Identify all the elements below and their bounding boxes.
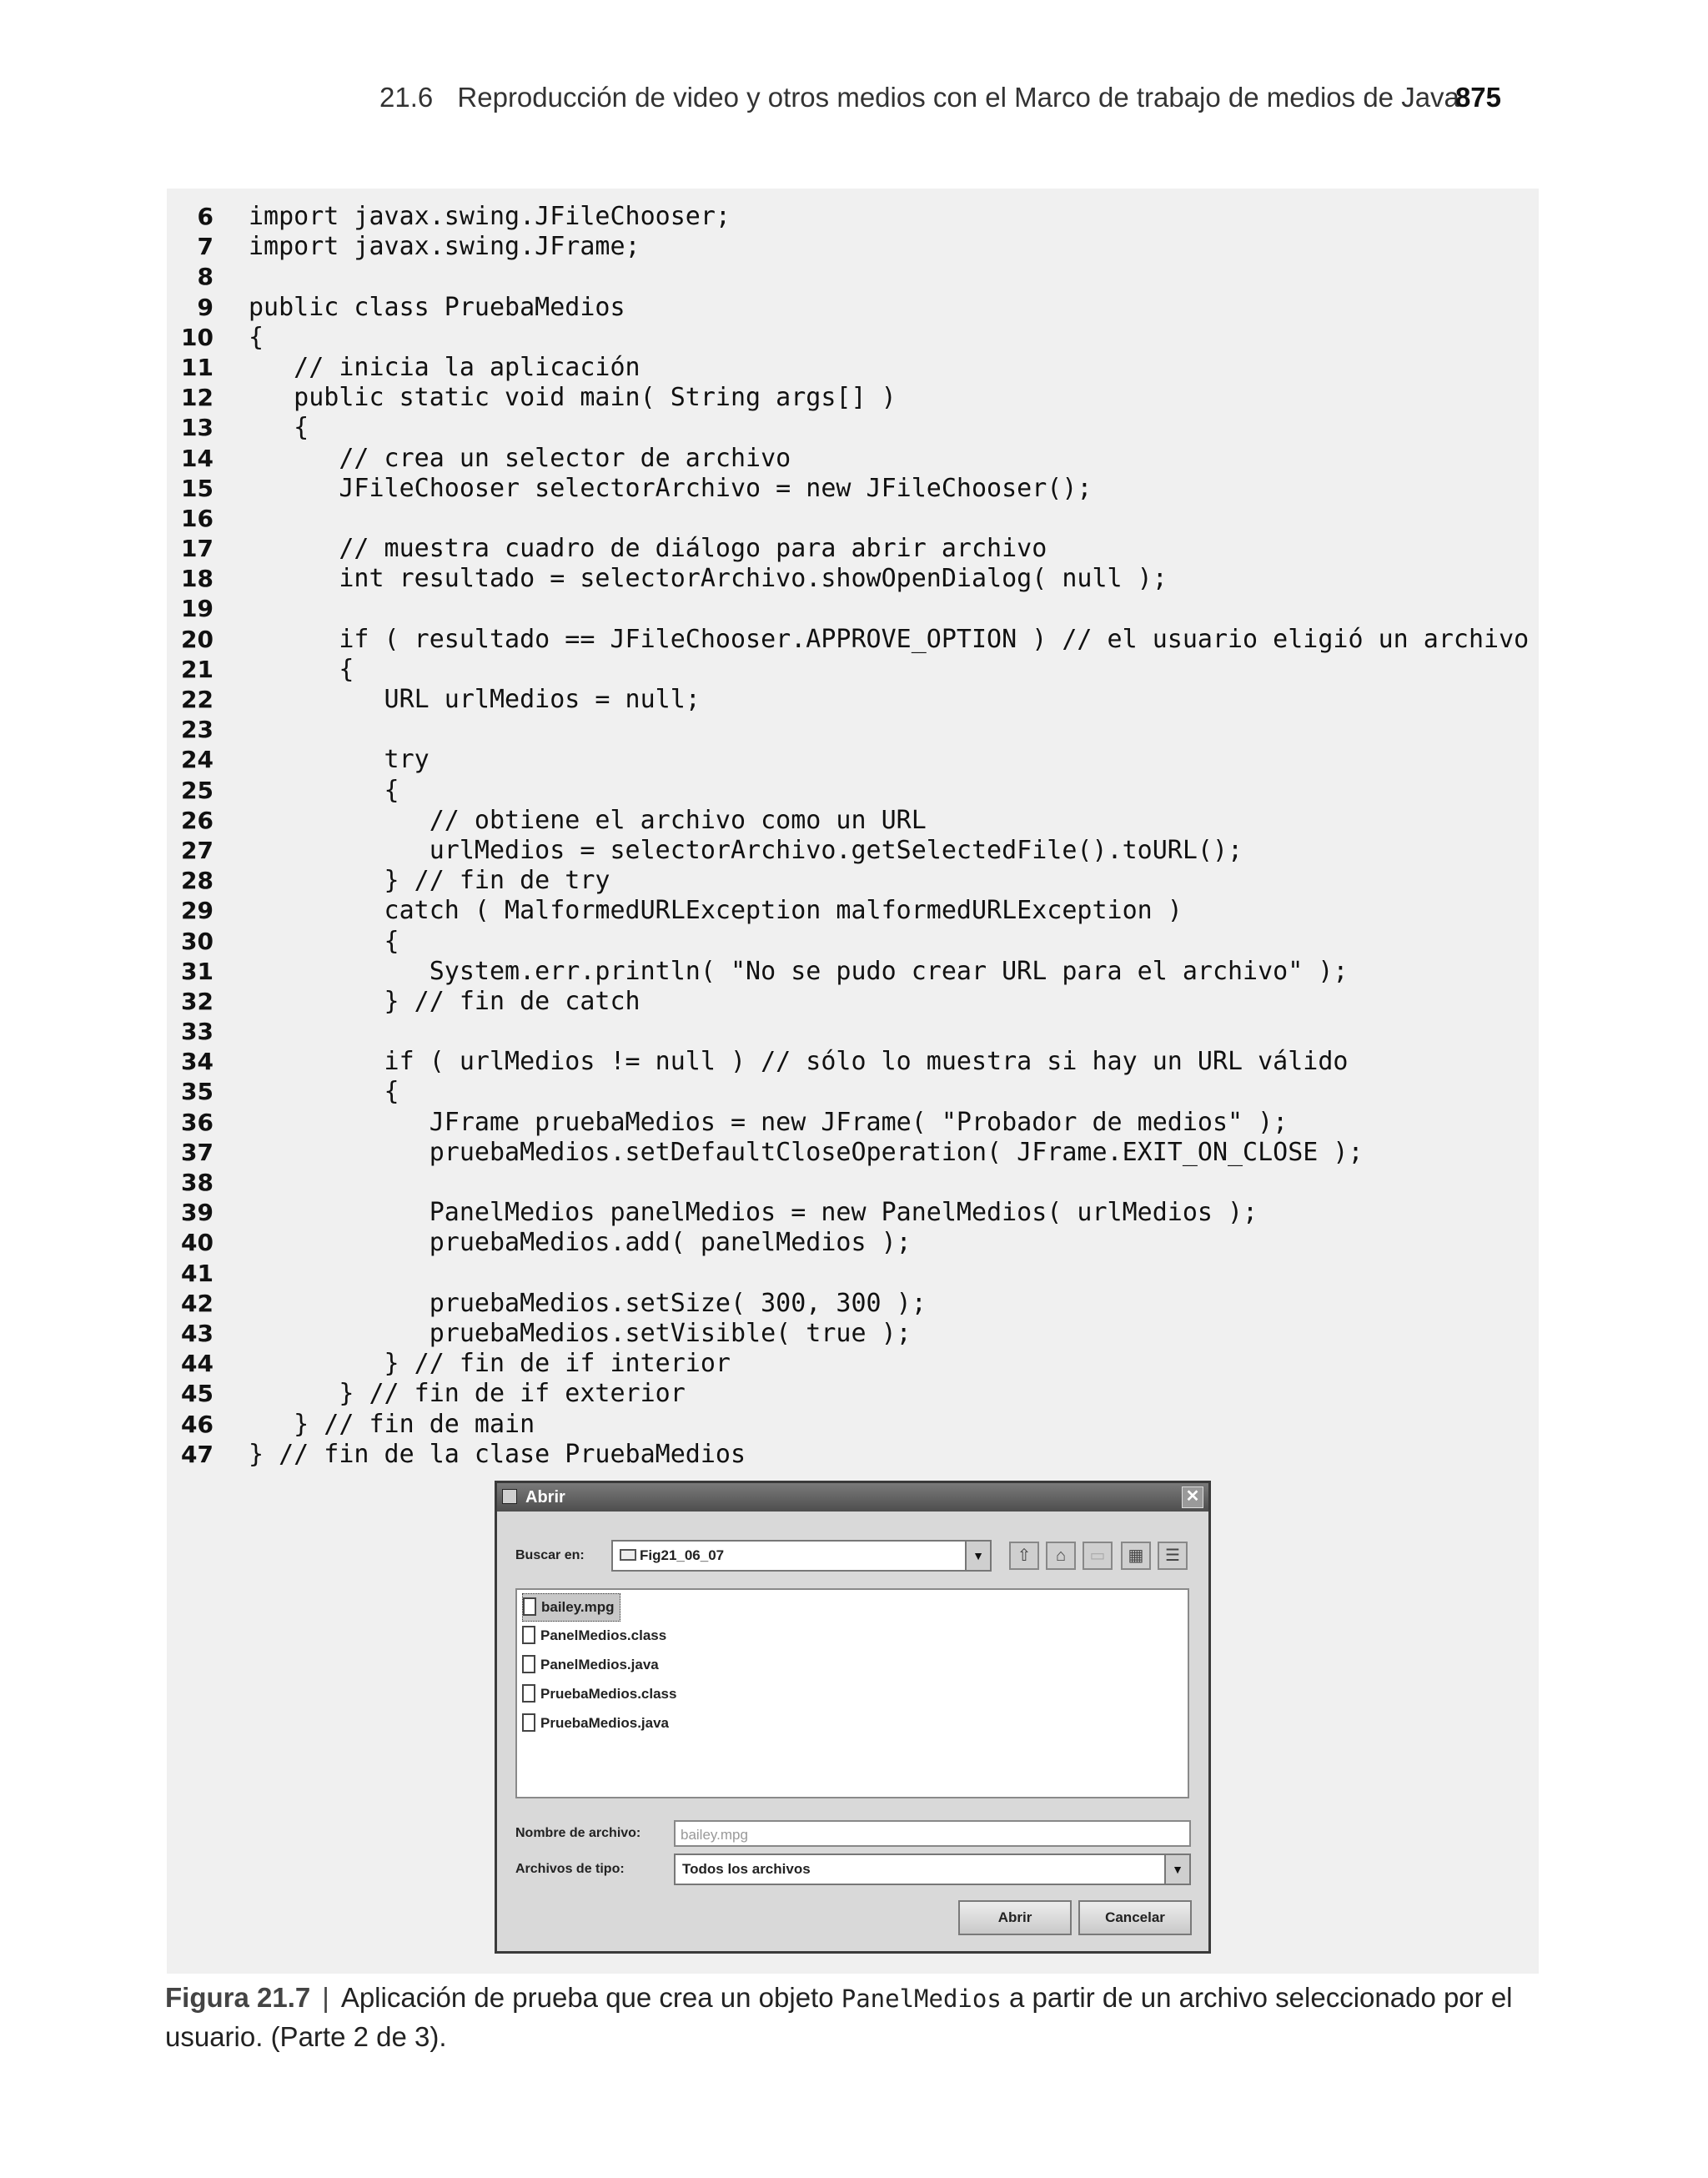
file-list-item[interactable] — [522, 1593, 620, 1622]
line-number: 43 — [181, 1319, 214, 1347]
file-icon — [522, 1713, 535, 1732]
open-button[interactable]: Abrir — [958, 1900, 1072, 1935]
code-text: { — [249, 1077, 399, 1107]
look-in-combo[interactable] — [611, 1540, 992, 1572]
code-line — [167, 1379, 1539, 1409]
file-list-item[interactable] — [522, 1710, 674, 1737]
code-line — [167, 413, 1539, 443]
code-line — [167, 987, 1539, 1017]
close-icon[interactable]: ✕ — [1182, 1486, 1203, 1508]
code-text: catch ( MalformedURLException malformedURLException ) — [249, 896, 1183, 926]
code-text: { — [249, 926, 399, 956]
line-number: 24 — [181, 746, 214, 774]
file-list-item[interactable] — [522, 1652, 664, 1678]
file-list-item[interactable] — [522, 1622, 671, 1649]
file-list[interactable] — [515, 1588, 1189, 1798]
code-line — [167, 1138, 1539, 1168]
code-text: } // fin de try — [249, 866, 610, 896]
line-number: 15 — [181, 474, 214, 502]
code-text: int resultado = selectorArchivo.showOpenDialog( null ); — [249, 564, 1168, 594]
line-number: 42 — [181, 1289, 214, 1317]
code-line — [167, 564, 1539, 594]
line-number: 30 — [181, 927, 214, 955]
code-text: public static void main( String args[] ) — [249, 383, 897, 413]
code-listing-panel — [167, 189, 1539, 1974]
line-number: 26 — [181, 806, 214, 834]
line-number: 40 — [181, 1229, 214, 1257]
code-line — [167, 1289, 1539, 1319]
code-line — [167, 625, 1539, 655]
file-icon — [522, 1626, 535, 1644]
line-number: 35 — [181, 1078, 214, 1106]
filetype-value: Todos los archivos — [682, 1861, 811, 1877]
open-file-dialog — [495, 1481, 1211, 1954]
line-number: 12 — [181, 384, 214, 412]
line-number: 9 — [197, 293, 214, 321]
code-line — [167, 655, 1539, 685]
dialog-titlebar — [497, 1483, 1208, 1512]
code-text: JFileChooser selectorArchivo = new JFileChooser(); — [249, 473, 1093, 503]
code-text: pruebaMedios.setVisible( true ); — [249, 1318, 912, 1348]
line-number: 28 — [181, 867, 214, 895]
code-line — [167, 1108, 1539, 1138]
line-number: 39 — [181, 1199, 214, 1227]
line-number: 44 — [181, 1350, 214, 1378]
code-line — [167, 1349, 1539, 1379]
line-number: 34 — [181, 1048, 214, 1076]
cancel-button[interactable]: Cancelar — [1078, 1900, 1192, 1935]
filetype-label: Archivos de tipo: — [515, 1862, 625, 1876]
file-name: PanelMedios.java — [540, 1657, 659, 1672]
code-text: JFrame pruebaMedios = new JFrame( "Probador de medios" ); — [249, 1107, 1289, 1137]
code-line — [167, 293, 1539, 323]
code-text: if ( resultado == JFileChooser.APPROVE_OPTION ) // el usuario eligió un archivo — [249, 624, 1530, 654]
code-text: } // fin de catch — [249, 986, 640, 1016]
caption-separator: | — [322, 1982, 329, 2013]
caption-code-term: PanelMedios — [841, 1984, 1002, 2013]
code-line — [167, 957, 1539, 987]
line-number: 33 — [181, 1018, 214, 1046]
code-line — [167, 715, 1539, 745]
code-line — [167, 202, 1539, 232]
new-folder-icon[interactable]: ▭ — [1083, 1542, 1113, 1570]
line-number: 25 — [181, 776, 214, 804]
java-app-icon — [502, 1489, 517, 1504]
code-text: import javax.swing.JFrame; — [249, 232, 640, 262]
line-number: 38 — [181, 1169, 214, 1196]
code-line — [167, 1168, 1539, 1198]
line-number: 18 — [181, 565, 214, 593]
code-line — [167, 594, 1539, 624]
code-line — [167, 1228, 1539, 1258]
look-in-value — [620, 1547, 724, 1564]
code-text: } // fin de if exterior — [249, 1379, 686, 1409]
filename-label: Nombre de archivo: — [515, 1826, 641, 1840]
code-text: // crea un selector de archivo — [249, 443, 791, 473]
line-number: 45 — [181, 1380, 214, 1408]
code-line — [167, 866, 1539, 896]
code-text: PanelMedios panelMedios = new PanelMedios( urlMedios ); — [249, 1198, 1258, 1228]
line-number: 8 — [197, 263, 214, 291]
file-list-item[interactable] — [522, 1681, 681, 1708]
code-text: // inicia la aplicación — [249, 352, 640, 382]
dialog-title: Abrir — [525, 1488, 565, 1506]
page-number: 875 — [1454, 82, 1501, 113]
code-line — [167, 534, 1539, 564]
line-number: 36 — [181, 1108, 214, 1136]
chevron-down-icon[interactable]: ▼ — [1164, 1855, 1189, 1884]
code-line — [167, 1077, 1539, 1107]
line-number: 31 — [181, 957, 214, 985]
line-number: 27 — [181, 836, 214, 864]
code-line — [167, 262, 1539, 292]
filetype-combo[interactable] — [674, 1854, 1191, 1885]
line-number: 22 — [181, 686, 214, 713]
line-number: 7 — [197, 233, 214, 261]
code-line — [167, 836, 1539, 866]
code-text: try — [249, 745, 430, 775]
file-icon — [522, 1655, 535, 1673]
code-text: public class PruebaMedios — [249, 292, 625, 322]
code-text: } // fin de la clase PruebaMedios — [249, 1439, 746, 1469]
line-number: 14 — [181, 444, 214, 472]
line-number: 37 — [181, 1138, 214, 1166]
code-line — [167, 353, 1539, 383]
line-number: 46 — [181, 1410, 214, 1438]
code-line — [167, 806, 1539, 836]
code-line — [167, 1319, 1539, 1349]
code-text: { — [249, 413, 309, 443]
look-in-folder-name: Fig21_06_07 — [640, 1547, 725, 1563]
code-line — [167, 1047, 1539, 1077]
caption-text-after: a partir de un archivo seleccionado por el usuario. (Parte 2 de 3). — [165, 1982, 1513, 2052]
file-icon — [523, 1597, 536, 1616]
filename-value: bailey.mpg — [681, 1827, 748, 1843]
details-view-icon[interactable]: ☰ — [1158, 1542, 1188, 1570]
folder-icon — [620, 1549, 636, 1561]
look-in-label: Buscar en: — [515, 1548, 585, 1562]
code-line — [167, 685, 1539, 715]
file-name: PruebaMedios.class — [540, 1686, 677, 1702]
file-name: bailey.mpg — [541, 1599, 615, 1615]
figure-label: Figura 21.7 — [165, 1982, 311, 2013]
line-number: 13 — [181, 414, 214, 442]
code-line — [167, 323, 1539, 353]
code-text: { — [249, 322, 264, 352]
code-text: // obtiene el archivo como un URL — [249, 805, 927, 835]
line-number: 23 — [181, 716, 214, 744]
line-number: 41 — [181, 1259, 214, 1287]
code-line — [167, 1259, 1539, 1289]
line-number: 11 — [181, 353, 214, 381]
line-number: 47 — [181, 1440, 214, 1468]
filename-field[interactable] — [674, 1820, 1191, 1847]
code-line — [167, 383, 1539, 413]
code-line — [167, 745, 1539, 775]
code-line — [167, 1017, 1539, 1047]
up-folder-icon[interactable]: ⇧ — [1009, 1542, 1039, 1570]
code-text: } // fin de if interior — [249, 1349, 731, 1379]
code-text: // muestra cuadro de diálogo para abrir archivo — [249, 534, 1047, 564]
code-text: URL urlMedios = null; — [249, 685, 701, 714]
code-text: import javax.swing.JFileChooser; — [249, 202, 731, 231]
line-number: 10 — [181, 323, 214, 351]
figure-caption — [165, 1979, 1550, 2055]
line-number: 17 — [181, 535, 214, 563]
line-number: 21 — [181, 655, 214, 683]
code-text: pruebaMedios.setSize( 300, 300 ); — [249, 1288, 927, 1318]
code-line — [167, 232, 1539, 262]
line-number: 16 — [181, 504, 214, 532]
file-name: PanelMedios.class — [540, 1627, 667, 1643]
code-text: System.err.println( "No se pudo crear URL para el archivo" ); — [249, 956, 1349, 986]
list-view-icon[interactable]: ▦ — [1121, 1542, 1151, 1570]
line-number: 29 — [181, 897, 214, 925]
line-number: 19 — [181, 595, 214, 623]
code-text: urlMedios = selectorArchivo.getSelectedFile().toURL(); — [249, 835, 1243, 865]
line-number: 32 — [181, 987, 214, 1015]
code-line — [167, 444, 1539, 474]
code-text: pruebaMedios.add( panelMedios ); — [249, 1228, 912, 1258]
code-line — [167, 504, 1539, 534]
code-line — [167, 1410, 1539, 1440]
running-head — [379, 82, 1501, 113]
code-line — [167, 896, 1539, 926]
code-line — [167, 776, 1539, 806]
code-text: if ( urlMedios != null ) // sólo lo muestra si hay un URL válido — [249, 1047, 1349, 1077]
code-line — [167, 474, 1539, 504]
code-line — [167, 1198, 1539, 1228]
caption-text-before: Aplicación de prueba que crea un objeto — [340, 1982, 834, 2013]
code-text: { — [249, 654, 354, 684]
code-listing — [167, 202, 1539, 1470]
code-line — [167, 1440, 1539, 1470]
section-title: Reproducción de video y otros medios con el Marco de trabajo de medios de Java — [457, 82, 1459, 113]
line-number: 6 — [197, 203, 214, 230]
line-number: 20 — [181, 625, 214, 653]
file-icon — [522, 1684, 535, 1703]
chevron-down-icon[interactable]: ▼ — [965, 1542, 990, 1570]
code-line — [167, 927, 1539, 957]
home-icon[interactable]: ⌂ — [1046, 1542, 1076, 1570]
section-number: 21.6 — [379, 82, 434, 113]
code-text: { — [249, 775, 399, 805]
file-name: PruebaMedios.java — [540, 1715, 670, 1731]
code-text: pruebaMedios.setDefaultCloseOperation( JFrame.EXIT_ON_CLOSE ); — [249, 1137, 1364, 1167]
code-text: } // fin de main — [249, 1409, 535, 1439]
